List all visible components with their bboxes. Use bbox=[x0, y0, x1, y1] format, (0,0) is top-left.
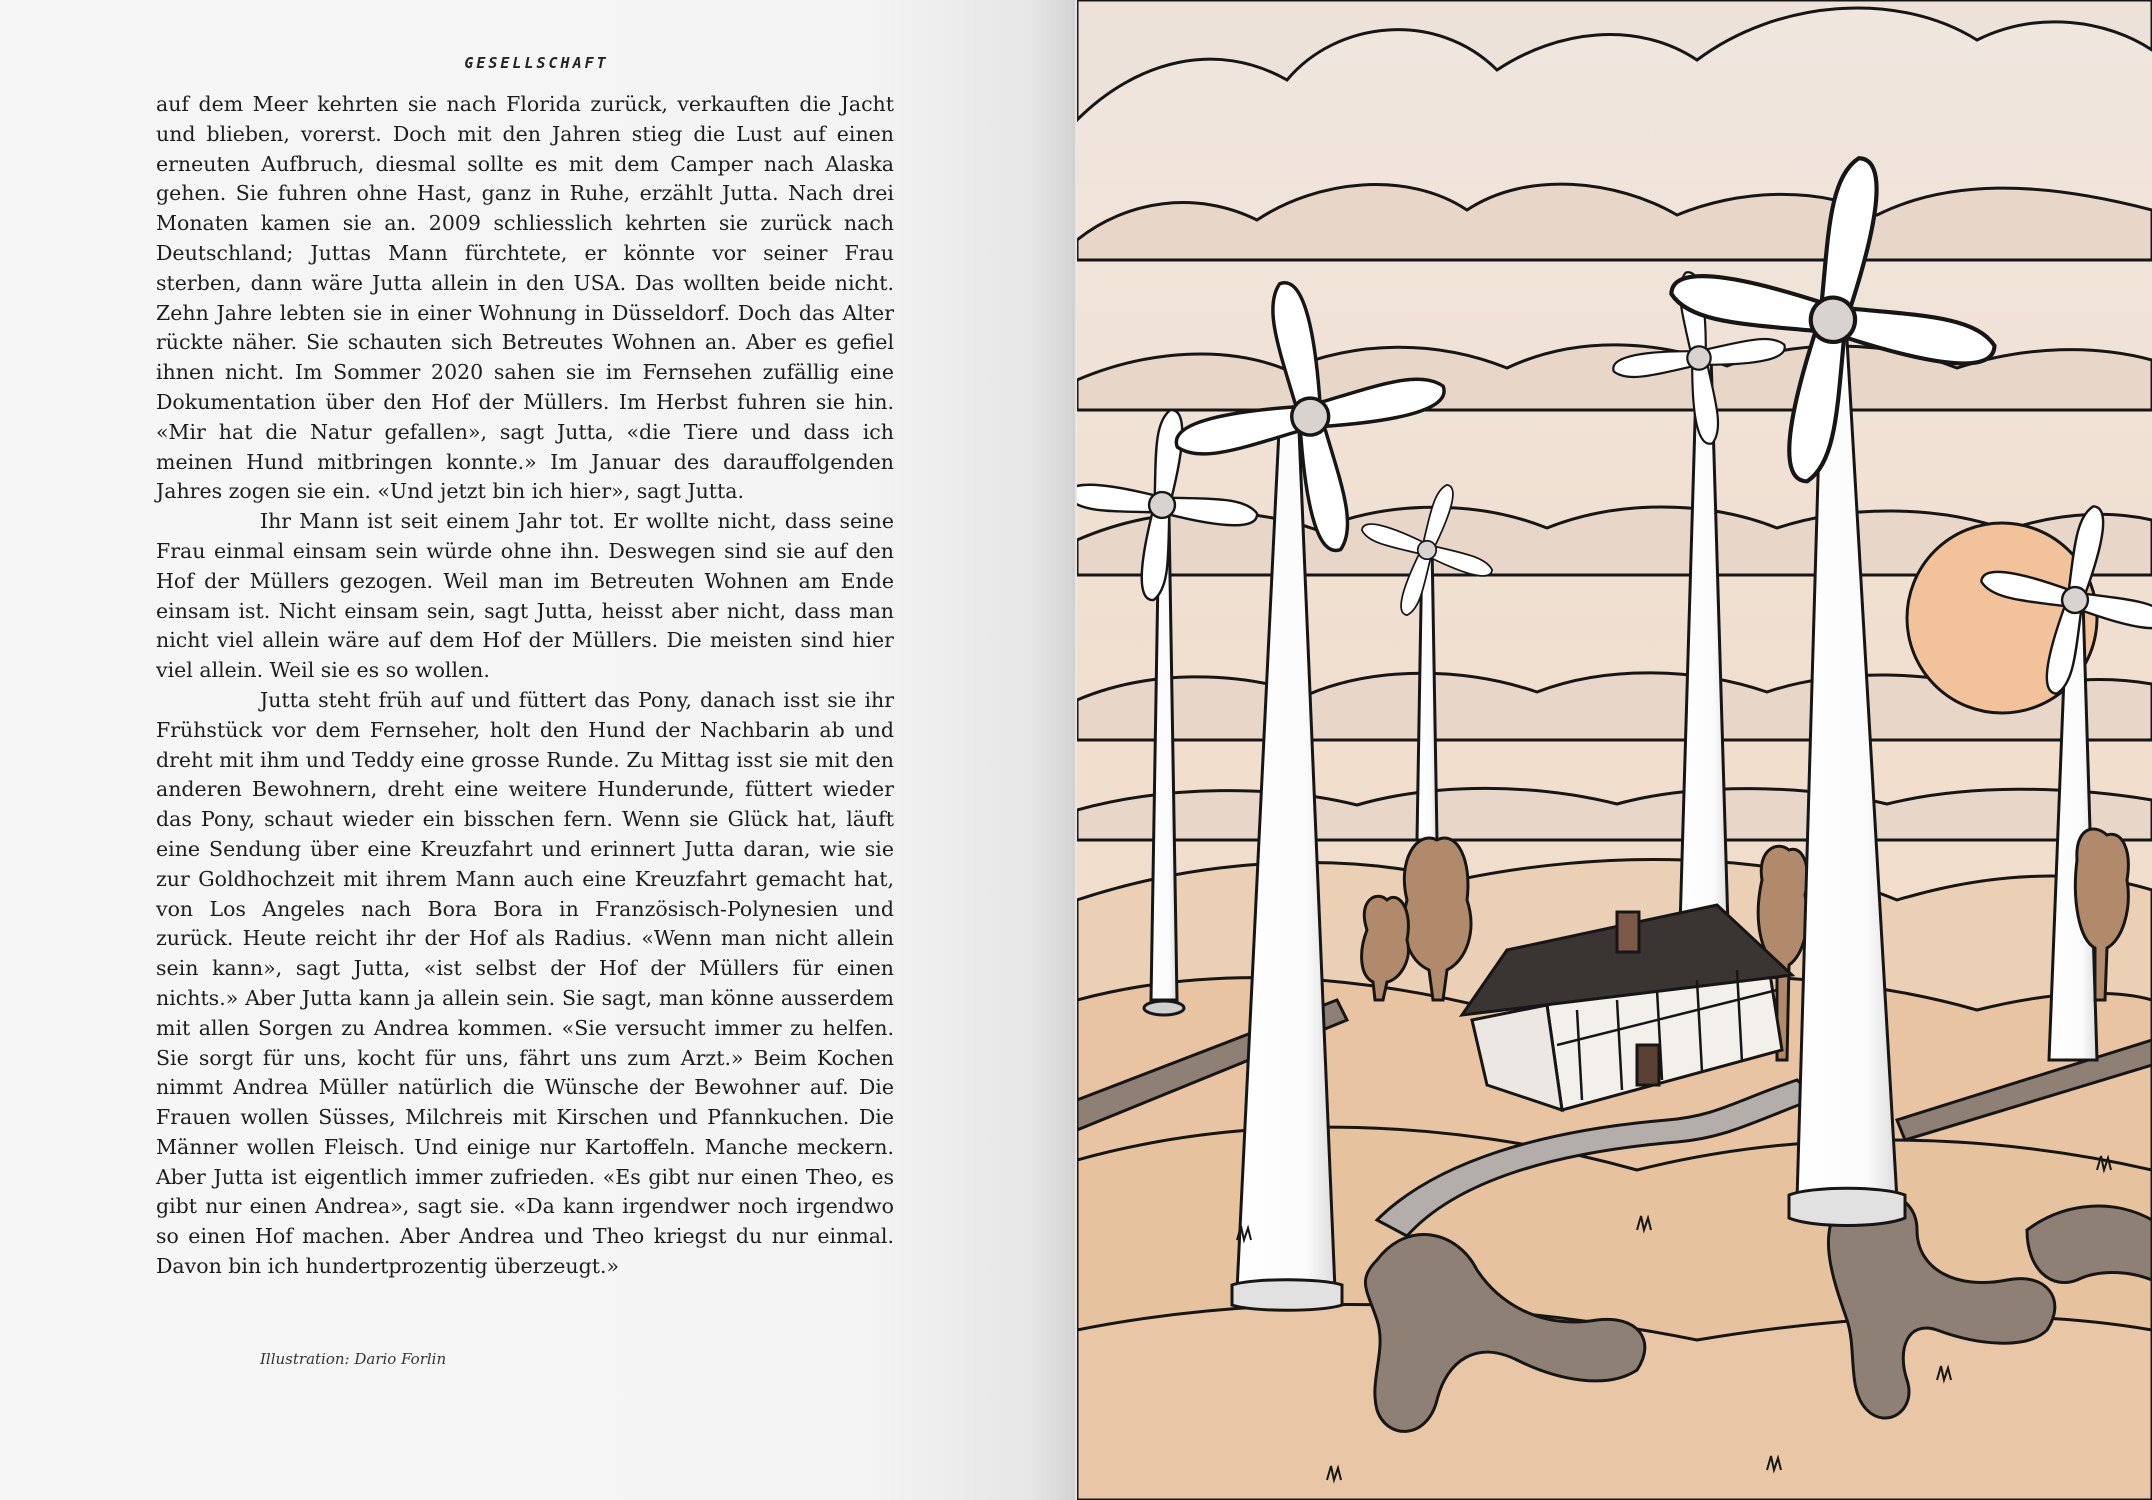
illustration-credit: Illustration: Dario Forlin bbox=[260, 1350, 447, 1368]
text-page bbox=[0, 0, 1073, 1500]
wind-turbine-illustration bbox=[1077, 0, 2152, 1500]
article-body bbox=[156, 90, 894, 1282]
paragraph: Jutta steht früh auf und füttert das Pony, danach isst sie ihr Frühstück vor dem Fernseher, holt den Hund der Nachbarin ab und dreht mit ihm und Teddy eine grosse Runde. Zu Mittag isst sie mit den anderen Bewohnern, dreht eine weitere Hunderunde, füttert wieder das Pony, schaut wieder ein bisschen fern. Wenn sie Glück hat, läuft eine Sendung über eine Kreuzfahrt und erinnert Jutta daran, wie sie zur Goldhochzeit mit ihrem Mann auch eine Kreuzfahrt gemacht hat, von Los Angeles nach Bora Bora in Französisch-Polynesien und zurück. Heute reicht ihr der Hof als Radius. «Wenn man nicht allein sein kann», sagt Jutta, «ist selbst der Hof der Müllers für einen nichts.» Aber Jutta kann ja allein sein. Sie sagt, man könne ausserdem mit allen Sorgen zu Andrea kommen. «Sie versucht immer zu helfen. Sie sorgt für uns, kocht für uns, fährt uns zum Arzt.» Beim Kochen nimmt Andrea Müller natürlich die Wünsche der Bewohner auf. Die Frauen wollen Süsses, Milchreis mit Kirschen und Pfannkuchen. Die Männer wollen Fleisch. Und einige nur Kartoffeln. Manche meckern. Aber Jutta ist eigentlich immer zufrieden. «Es gibt nur einen Theo, es gibt nur einen Andrea», sagt sie. «Da kann irgendwer noch irgendwo so einen Hof machen. Aber Andrea und Theo kriegst du nur einmal. Davon bin ich hundertprozentig überzeugt.» bbox=[156, 687, 894, 1279]
paragraph: Ihr Mann ist seit einem Jahr tot. Er wollte nicht, dass seine Frau einmal einsam sein würde ohne ihn. Deswegen sind sie auf den Hof der Müllers gezogen. Weil man im Betreuten Wohnen am Ende einsam ist. Nicht einsam sein, sagt Jutta, heisst aber nicht, dass man nicht viel allein wäre auf dem Hof der Müllers. Die meisten sind hier viel allein. Weil sie es so wollen. bbox=[156, 509, 894, 683]
section-label: GESELLSCHAFT bbox=[464, 54, 609, 72]
paragraph: auf dem Meer kehrten sie nach Florida zurück, verkauften die Jacht und blieben, vorerst. Doch mit den Jahren stieg die Lust auf einen erneuten Aufbruch, diesmal sollte es mit dem Camper nach Alaska gehen. Sie fuhren ohne Hast, ganz in Ruhe, erzählt Jutta. Nach drei Monaten kamen sie an. 2009 schliesslich kehrten sie zurück nach Deutschland; Juttas Mann fürchtete, er könnte vor seiner Frau sterben, dann wäre Jutta allein in den USA. Das wollten beide nicht. Zehn Jahre lebten sie in einer Wohnung in Düsseldorf. Doch das Alter rückte näher. Sie schauten sich Betreutes Wohnen an. Aber es gefiel ihnen nicht. Im Sommer 2020 sahen sie im Fernsehen zufällig eine Dokumentation über den Hof der Müllers. Im Herbst fuhren sie hin. «Mir hat die Natur gefallen», sagt Jutta, «die Tiere und dass ich meinen Hund mitbringen konnte.» Im Januar des darauffolgenden Jahres zogen sie ein. «Und jetzt bin ich hier», sagt Jutta. bbox=[156, 92, 894, 504]
illustration-page bbox=[1077, 0, 2152, 1500]
